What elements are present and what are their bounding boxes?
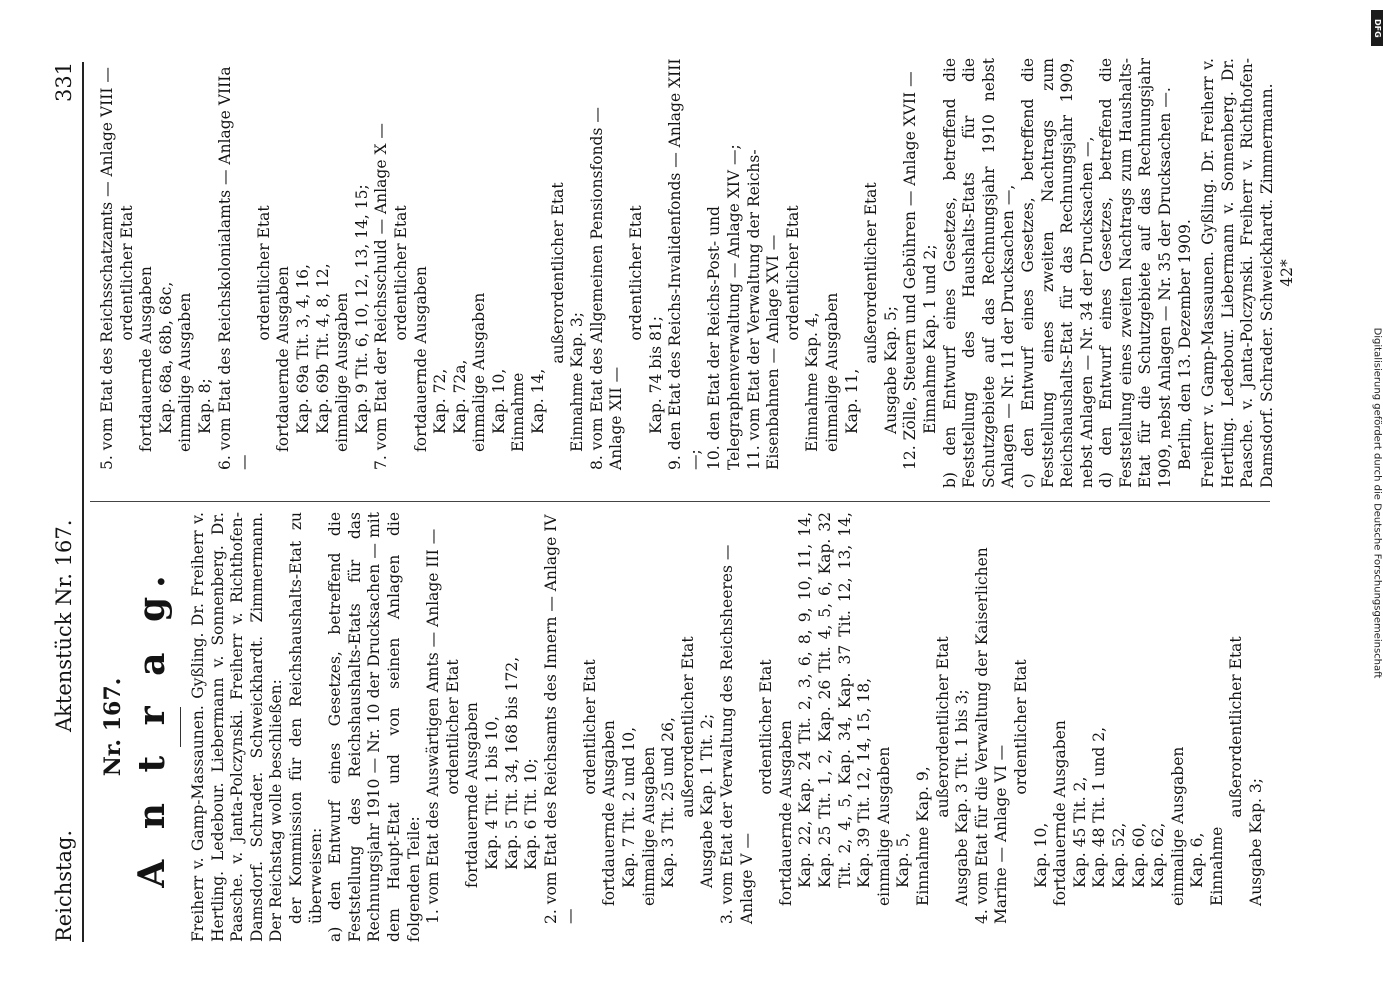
left_column-paragraph: Einnahme Kap. 9, bbox=[913, 766, 932, 906]
left_column-paragraph: Kap. 52, bbox=[1109, 822, 1128, 888]
right_column-paragraph: außerordentlicher Etat bbox=[548, 182, 567, 364]
left_column-paragraph: Kap. 6 Tit. 10; bbox=[522, 758, 541, 870]
right_column-paragraph: Berlin, den 13. Dezember 1909. bbox=[1175, 219, 1194, 470]
left_column-paragraph: Kap. 62, bbox=[1149, 822, 1168, 888]
right_column-paragraph: fortdauernde Ausgaben bbox=[411, 266, 430, 452]
title-rule bbox=[180, 707, 181, 747]
left_column-paragraph: einmalige Ausgaben bbox=[1168, 746, 1187, 906]
digitization-note-text: Digitalisierung gefördert durch die Deutsche Forschungsgemeinschaft bbox=[1371, 327, 1383, 679]
left_column-paragraph: 2. vom Etat des Reichsamts des Innern — Anlage IV — bbox=[541, 514, 580, 924]
left_column-paragraph: ordentlicher Etat bbox=[580, 659, 599, 795]
left_column-paragraph: außerordentlicher Etat bbox=[933, 636, 952, 818]
left_column-paragraph: der Kommission für den Reichshaushalts-Etat zu überweisen: bbox=[286, 512, 325, 924]
left_column-paragraph: fortdauernde Ausgaben bbox=[600, 720, 619, 906]
right_column-paragraph: 12. Zölle, Steuern und Gebühren — Anlage XVII — bbox=[901, 71, 920, 470]
left_column-paragraph: Freiherr v. Gamp-Massaunen. Gyßling. Dr. Freiherr v. Hertling. Ledebour. Liebermann v. Sonnenberg. Dr. Paasche. v. Janta-Polczynski. Freiherr v. Richthofen-Damsdorf. Schrader. Schweickhardt. Zimmermann. Der Reichstag wolle beschließen: bbox=[189, 512, 286, 942]
running-head-left: Reichstag. bbox=[52, 829, 76, 942]
right_column-paragraph: 5. vom Etat des Reichsschatzamts — Anlage VIII — bbox=[98, 67, 116, 470]
right-column bbox=[98, 58, 1297, 488]
left_column-paragraph: A n t r a g. bbox=[131, 566, 173, 888]
right_column-paragraph: Ausgabe Kap. 5; bbox=[881, 306, 900, 434]
header-rule bbox=[82, 62, 84, 942]
right_column-paragraph: 42* bbox=[1277, 259, 1296, 287]
left_column-paragraph: Ausgabe Kap. 1 Tit. 2; bbox=[698, 713, 717, 888]
right_column-paragraph: Freiherr v. Gamp-Massaunen. Gyßling. Dr. Freiherr v. Hertling. Ledebour. Liebermann v. Sonnenberg. Dr. Paasche. v. Janta-Polczynski. Freiherr v. Richthofen-Damsdorf. Schrader. Schweickhardt. Zimmermann. bbox=[1199, 58, 1277, 488]
right_column-paragraph: 9. den Etat des Reichs-Invalidenfonds — Anlage XIII —; bbox=[666, 58, 704, 470]
left_column-paragraph: Kap. 5 Tit. 34, 168 bis 172, bbox=[502, 656, 521, 870]
left_column-paragraph: Kap. 60, bbox=[1129, 822, 1148, 888]
left_column-paragraph: a) den Entwurf eines Gesetzes, betreffend die Feststellung des Reichshaushalts-Etats für das Rechnungsjahr 1910 — Nr. 10 der Drucksachen — mit dem Haupt-Etat und von seinen Anlagen die folgenden Teile: bbox=[326, 512, 423, 942]
right_column-paragraph: 7. vom Etat der Reichsschuld — Anlage X — bbox=[372, 123, 391, 470]
right_column-paragraph: Einnahme Kap. 1 und 2; bbox=[920, 244, 939, 434]
left_column-paragraph: Kap. 5, bbox=[894, 832, 913, 888]
right_column-paragraph: 11. vom Etat der Verwaltung der Reichs-Eisenbahnen — Anlage XVI — bbox=[744, 149, 783, 470]
left_column-paragraph: 3. vom Etat der Verwaltung des Reichsheeres — Anlage V — bbox=[718, 544, 756, 924]
right_column-paragraph: Kap. 68a, 68b, 68c, bbox=[156, 281, 175, 434]
left_column-paragraph: Kap. 4 Tit. 1 bis 10, bbox=[482, 716, 501, 870]
left_column-paragraph: Kap. 10, bbox=[1031, 822, 1050, 888]
column-divider bbox=[90, 501, 1270, 502]
left_column-paragraph: ordentlicher Etat bbox=[443, 659, 462, 795]
right_column-paragraph: Kap. 11, bbox=[842, 368, 861, 434]
right_column-paragraph: Kap. 69b Tit. 4, 8, 12, bbox=[313, 263, 332, 434]
right_column-paragraph: c) den Entwurf eines Gesetzes, betreffend die Feststellung eines zweiten Nachtrags zum Reichshaushalts-Etat für das Rechnungsjahr 1909, nebst Anlagen — Nr. 34 der Drucksachen —, bbox=[1018, 58, 1096, 488]
right_column-paragraph: Kap. 10, bbox=[489, 368, 508, 434]
digitization-note bbox=[1369, 8, 1383, 998]
right_column-paragraph: Kap. 72, bbox=[431, 368, 450, 434]
right_column-paragraph: Einnahme bbox=[509, 372, 528, 452]
left_column-paragraph: Kap. 22, Kap. 24 Tit. 2, 3, 6, 8, 9, 10, 11, 14, Kap. 25 Tit. 1, 2, Kap. 26 Tit. 4, 5, 6, Kap. 32 Tit. 2, 4, 5, Kap. 34, Kap. 37 Tit. 12, 13, 14, Kap. 39 Tit. 12, 14, 15, 18, bbox=[796, 512, 874, 888]
dfg-logo: DFG bbox=[1371, 10, 1383, 46]
left_column-paragraph: Kap. 48 Tit. 1 und 2, bbox=[1090, 726, 1109, 888]
left_column-paragraph: fortdauernde Ausgaben bbox=[776, 720, 795, 906]
right_column-paragraph: ordentlicher Etat bbox=[783, 205, 802, 341]
left_column-paragraph: außerordentlicher Etat bbox=[678, 636, 697, 818]
left_column-paragraph: einmalige Ausgaben bbox=[874, 746, 893, 906]
left_column-paragraph: 1. vom Etat des Auswärtigen Amts — Anlage III — bbox=[424, 528, 443, 924]
left_column-paragraph: Ausgabe Kap. 3; bbox=[1247, 778, 1266, 906]
right_column-paragraph: einmalige Ausgaben bbox=[822, 292, 841, 452]
right_column-paragraph: Kap. 9 Tit. 6, 10, 12, 13, 14, 15; bbox=[352, 184, 371, 434]
right_column-paragraph: fortdauernde Ausgaben bbox=[137, 266, 156, 452]
right_column-paragraph: Kap. 69a Tit. 3, 4, 16, bbox=[293, 264, 312, 434]
left_column-paragraph: ordentlicher Etat bbox=[1011, 659, 1030, 795]
right_column-paragraph: d) den Entwurf eines Gesetzes, betreffend die Feststellung eines zweiten Nachtrags zum Haushalts-Etat für die Schutzgebiete auf das Rechnungsjahr 1909, nebst Anlagen — Nr. 35 der Drucksachen —. bbox=[1097, 58, 1175, 488]
right_column-paragraph: ordentlicher Etat bbox=[254, 205, 273, 341]
left_column-paragraph: Nr. 167. bbox=[100, 677, 126, 777]
right_column-paragraph: Einnahme Kap. 3; bbox=[568, 312, 587, 452]
right_column-paragraph: 6. vom Etat des Reichskolonialamts — Anlage VIIIa — bbox=[215, 66, 254, 470]
running-head-center: Aktenstück Nr. 167. bbox=[52, 519, 76, 732]
left_column-paragraph: Kap. 45 Tit. 2, bbox=[1070, 776, 1089, 888]
left_column-paragraph: fortdauernde Ausgaben bbox=[463, 702, 482, 888]
right_column-paragraph: einmalige Ausgaben bbox=[333, 292, 352, 452]
left_column-paragraph: fortdauernde Ausgaben bbox=[1051, 720, 1070, 906]
right_column-paragraph: b) den Entwurf eines Gesetzes, betreffend die Feststellung des Haushalts-Etats für die Schutzgebiete auf das Rechnungsjahr 1910 nebst Anlagen — Nr. 11 der Drucksachen —, bbox=[940, 58, 1018, 488]
right_column-paragraph: außerordentlicher Etat bbox=[862, 182, 881, 364]
right_column-paragraph: einmalige Ausgaben bbox=[176, 292, 195, 452]
left_column-paragraph: Kap. 6, bbox=[1188, 832, 1207, 888]
left_column-paragraph: einmalige Ausgaben bbox=[639, 746, 658, 906]
left_column-paragraph: Kap. 7 Tit. 2 und 10, bbox=[620, 726, 639, 888]
left_column-paragraph: Einnahme bbox=[1207, 826, 1226, 906]
right_column-paragraph: ordentlicher Etat bbox=[391, 205, 410, 341]
left_column-paragraph: Ausgabe Kap. 3 Tit. 1 bis 3; bbox=[953, 689, 972, 906]
page-number: 331 bbox=[52, 61, 76, 102]
right_column-paragraph: fortdauernde Ausgaben bbox=[274, 266, 293, 452]
right_column-paragraph: 8. vom Etat des Allgemeinen Pensionsfonds — Anlage XII — bbox=[587, 107, 626, 470]
right_column-paragraph: Kap. 14, bbox=[529, 368, 548, 434]
left-column bbox=[98, 512, 1267, 942]
right_column-paragraph: Kap. 74 bis 81; bbox=[646, 316, 665, 434]
right_column-paragraph: ordentlicher Etat bbox=[627, 205, 646, 341]
right_column-paragraph: 10. den Etat der Reichs-Post- und Telegraphenverwaltung — Anlage XIV —; bbox=[705, 144, 743, 470]
right_column-paragraph: Einnahme Kap. 4, bbox=[803, 312, 822, 452]
right_column-paragraph: Kap. 8; bbox=[195, 378, 214, 434]
left_column-paragraph: Kap. 3 Tit. 25 und 26, bbox=[659, 717, 678, 888]
left_column-paragraph: ordentlicher Etat bbox=[757, 659, 776, 795]
right_column-paragraph: Kap. 72a, bbox=[450, 359, 469, 434]
left_column-paragraph: außerordentlicher Etat bbox=[1227, 636, 1246, 818]
left_column-paragraph: 4. vom Etat für die Verwaltung der Kaiserlichen Marine — Anlage VI — bbox=[972, 547, 1011, 924]
right_column-paragraph: einmalige Ausgaben bbox=[470, 292, 489, 452]
right_column-paragraph: ordentlicher Etat bbox=[117, 205, 136, 341]
